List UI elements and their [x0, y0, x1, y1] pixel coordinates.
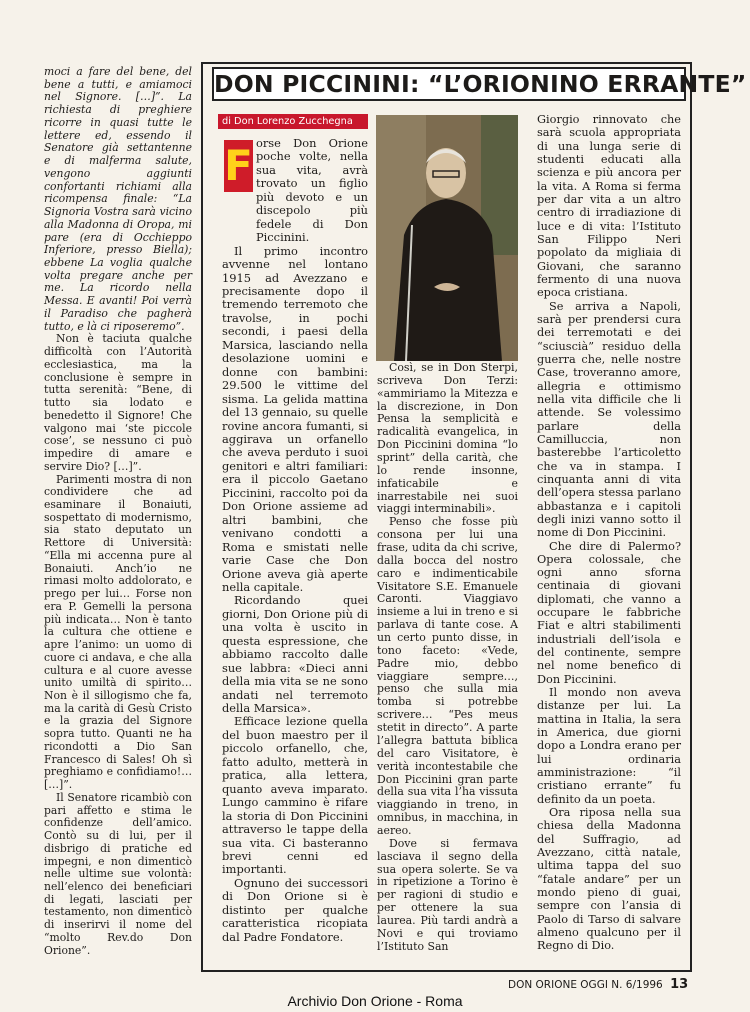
- paragraph: Così, se in Don Sterpi, scriveva Don Terzi: «ammiriamo la Mitezza e la discrezione, in Don Pensa la semplicità e radicalità evangelica, in Don Piccinini domina “lo sprint” della carità, che lo rende insonne, infaticabile e inarrestabile nei suoi viaggi interminabili».: [377, 361, 518, 516]
- paragraph: Ricordando quei giorni, Don Orione più di una volta è uscito in questa espressione, che abbiamo raccolto dalle sue labbra: «Dieci anni della mia vita se ne sono andati nel terremoto della Marsica».: [222, 593, 368, 716]
- paragraph: moci a fare del bene, del bene a tutti, e amiamoci nel Signore. […]”. La richiesta di preghiere ricorre in quasi tutte le lettere ed, essendo il Senatore già settantenne e di malferma salute, vengono aggiunti confortanti richiami alla ricompensa finale: “La Signoria Vostra sarà vicino alla Madonna di Oropa, mi pare (era di Occhieppo Inferiore, presso Biella); ebbene La voglia qualche volta pregare anche per me. La ricordo nella Messa. E avanti! Poi verrà il Paradiso che pagherà tutto, e là ci riposeremo”.: [44, 65, 192, 333]
- page-footer: [508, 977, 688, 992]
- article-column-1: [222, 137, 368, 944]
- paragraph: Il primo incontro avvenne nel lontano 1915 ad Avezzano e precisamente dopo il tremendo terremoto che travolse, in pochi secondi, i paesi della Marsica, lasciando nella desolazione uomini e donne con bambini: 29.500 le vittime del sisma. La gelida mattina del 13 gennaio, su quelle rovine ancora fumanti, si aggirava un orfanello che aveva perduto i suoi genitori e altri familiari: era il piccolo Gaetano Piccinini, raccolto poi da Don Orione assieme ad altri bambini, che venivano condotti a Roma e smistati nelle varie Case che Don Orione aveva già aperte nella capitale.: [222, 243, 368, 594]
- paragraph: Non è taciuta qualche difficoltà con l’Autorità ecclesiastica, ma la conclusione è sempre in tutta serenità: “Bene, di tutto sia lodato e benedetto il Signore! Che valgono mai ‘ste piccole cose’, se nessuno ci può impedire di amare e servire Dio? […]”.: [44, 332, 192, 473]
- paragraph: Dove si fermava lasciava il segno della sua opera solerte. Se va in ripetizione a Torino è per ragioni di studio e per ottenere la sua laurea. Più tardi andrà a Novi e qui troviamo l’Istituto San: [377, 836, 518, 953]
- article-column-2: [377, 362, 518, 954]
- magazine-issue: DON ORIONE OGGI N. 6/1996: [508, 979, 663, 991]
- paragraph: Efficace lezione quella del buon maestro per il piccolo orfanello, che, fatto adulto, metterà in pratica, alla lettera, quanto aveva imparato. Lungo cammino è rifare la storia di Don Piccinini attraverso le tappe della sua vita. Ci basteranno brevi cenni ed importanti.: [222, 714, 368, 877]
- paragraph: Il mondo non aveva distanze per lui. La mattina in Italia, la sera in America, due giorni dopo a Londra erano per lui ordinaria amministrazione: “il cristiano errante” fu definito da un poeta.: [537, 686, 681, 806]
- portrait-photo: [376, 115, 518, 361]
- previous-article-column: [44, 66, 192, 957]
- byline: di Don Lorenzo Zucchegna: [218, 114, 368, 129]
- page-number: 13: [670, 977, 689, 992]
- archive-caption: Archivio Don Orione - Roma: [287, 993, 463, 1009]
- priest-portrait-image: [376, 115, 518, 361]
- dropcap: F: [224, 141, 253, 190]
- paragraph: Il Senatore ricambiò con pari affetto e stima le confidenze dell’amico. Contò su di lui, per il disbrigo di pratiche ed impegni, e non dimenticò nelle ultime sue volontà: nell’elenco dei beneficiari di legati, lasciati per testamento, non dimenticò di inserirvi il nome del “molto Rev.do Don Orione”.: [44, 790, 192, 957]
- paragraph: Giorgio rinnovato che sarà scuola appropriata di una lunga serie di studenti educati alla scienza e più ancora per la vita. A Roma si ferma per dar vita a un altro centro di irradiazione di luce e di vita: l’Istituto San Filippo Neri popolato da migliaia di Giovani, che saranno fermento di una nuova epoca cristiana.: [537, 113, 681, 300]
- paragraph: Che dire di Palermo? Opera colossale, che ogni anno sforna centinaia di giovani diplomati, che vanno a occupare le fabbriche Fiat e altri stabilimenti industriali dell’isola e del continente, sempre nel nome benefico di Don Piccinini.: [537, 539, 681, 686]
- paragraph: Ora riposa nella sua chiesa della Madonna del Suffragio, ad Avezzano, città natale, ultima tappa del suo “fatale andare” per un mondo pieno di guai, sempre con l’ansia di Paolo di Tarso di salvare almeno qualcuno per il Regno di Dio.: [537, 806, 681, 953]
- paragraph: Ognuno dei successori di Don Orione si è distinto per qualche caratteristica ricopiata dal Padre Fondatore.: [222, 875, 368, 944]
- paragraph: Parimenti mostra di non condividere che ad esaminare il Bonaiuti, sospettato di modernismo, sia stato deputato un Rettore di Università: “Ella mi accenna pure al Bonaiuti. Anch’io ne rimasi molto addolorato, e prego per lui… Forse non era P. Gemelli la persona più indicata… Non è tanto la cultura che ottiene e apre l’animo: un uomo di cuore ci andava, e che alla cultura e al cuore avesse unito umiltà di spirito… Non è il sillogismo che fa, ma la carità di Gesù Cristo e la grazia del Signore sopra tutto. Quanti ne ha ricondotti a Dio San Francesco di Sales! Oh sì preghiamo e confidiamo!… […]”.: [44, 472, 192, 792]
- article-column-3: [537, 113, 681, 953]
- paragraph: orse Don Orione poche volte, nella sua vita, avrà trovato un figlio più devoto e un discepolo più fedele di Don Piccinini.: [256, 136, 368, 245]
- paragraph: Penso che fosse più consona per lui una frase, udita da chi scrive, dalla bocca del nostro caro e indimenticabile Visitatore S.E. Emanuele Caronti. Viaggiavo insieme a lui in treno e si parlava di tante cose. A un certo punto disse, in tono faceto: «Vede, Padre mio, debbo viaggiare sempre…, penso che sulla mia tomba si potrebbe scrivere… “Pes meus stetit in directo”. A parte l’allegra battuta biblica del caro Visitatore, è verità incontestabile che Don Piccinini gran parte della sua vita l’ha vissuta viaggiando in treno, in omnibus, in macchina, in aereo.: [377, 515, 518, 837]
- article-title: DON PICCININI: “L’ORIONINO ERRANTE”: [212, 67, 686, 101]
- paragraph: Se arriva a Napoli, sarà per prendersi cura dei terremotati e dei “sciuscià” residuo della guerra che, nelle nostre Case, troveranno amore, allegria e ottimismo nella vita difficile che li attende. Se volessimo parlare della Camilluccia, non basterebbe l’articoletto che va in stampa. I cinquanta anni di vita dell’opera stessa parlano abbastanza e i capitoli degli inizi vanno sotto il nome di Don Piccinini.: [537, 299, 681, 540]
